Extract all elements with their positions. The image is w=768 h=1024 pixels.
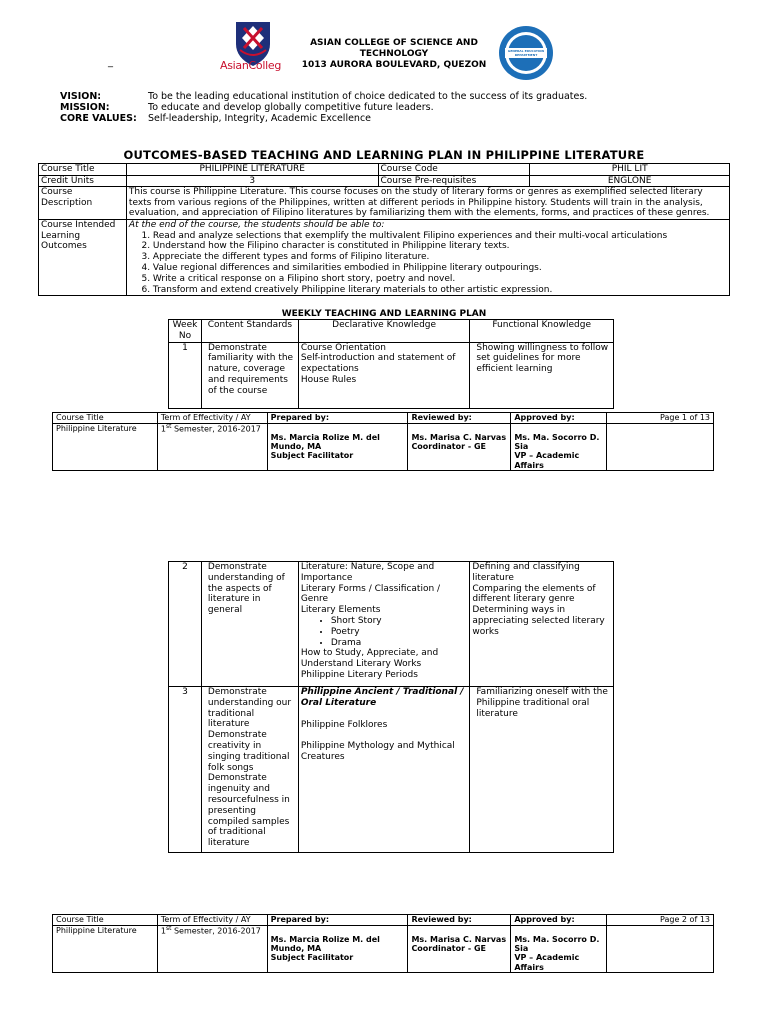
- topic: Philippine Mythology and Mythical Creatures: [300, 741, 455, 763]
- learning-outcomes-label: Course Intended Learning Outcomes: [39, 220, 127, 296]
- footer-approved: [511, 424, 607, 471]
- ge-seal-text: GENERAL EDUCATION DEPARTMENT: [507, 49, 545, 57]
- weekly-plan-table-page1: [168, 319, 614, 409]
- topic: How to Study, Appreciate, and Understand Literary Works: [300, 648, 439, 670]
- topic: Literary Forms / Classification / Genre: [300, 583, 441, 605]
- term-text: Semester, 2016-2017: [173, 424, 261, 434]
- list-item: 2. Understand how the Filipino character is constituted in Philippine literary texts.: [153, 241, 727, 252]
- footer-prepared-label: Prepared by:: [267, 413, 408, 424]
- college-header: [300, 38, 488, 70]
- list-item: 5. Write a critical response on a Filipino short story, poetry and novel.: [153, 274, 727, 285]
- page-footer-2: [52, 914, 714, 973]
- mission-text: To educate and develop globally competitive future leaders.: [148, 102, 434, 113]
- standard: Demonstrate creativity in singing traditional folk songs: [207, 730, 290, 773]
- learning-outcomes-cell: [126, 220, 729, 296]
- course-title-label: Course Title: [39, 164, 127, 176]
- footer-course-title-label: Course Title: [53, 413, 158, 424]
- page-number: Page 1 of 13: [607, 413, 714, 424]
- prepared-role: Subject Facilitator: [270, 451, 354, 461]
- skill: Determining ways in appreciating selected literary works: [472, 605, 605, 637]
- table-row: [169, 342, 614, 408]
- prepared-name: Ms. Marcia Rolize M. del Mundo, MA: [270, 935, 380, 954]
- college-address: 1013 AURORA BOULEVARD, QUEZON: [301, 59, 487, 70]
- topic: Philippine Literary Periods: [300, 669, 418, 680]
- footer-empty-cell: [607, 926, 714, 973]
- footer-course-title-label: Course Title: [53, 915, 158, 926]
- declarative-knowledge: [298, 562, 470, 687]
- prerequisites-label: Course Pre-requisites: [378, 175, 530, 187]
- footer-prepared: [267, 926, 408, 973]
- table-row: [169, 562, 614, 687]
- topic: House Rules: [300, 374, 357, 385]
- prerequisites-value: ENGLONE: [530, 175, 730, 187]
- approved-name: Ms. Ma. Socorro D. Sia: [514, 935, 600, 954]
- credit-units-label: Credit Units: [39, 175, 127, 187]
- footer-course-title: Philippine Literature: [53, 424, 158, 471]
- credit-units-row: [39, 175, 730, 187]
- college-logo: [218, 20, 288, 76]
- footer-approved-label: Approved by:: [511, 413, 607, 424]
- footer-reviewed: [408, 926, 511, 973]
- term-text: Semester, 2016-2017: [173, 926, 261, 936]
- list-item: 1. Read and analyze selections that exemplify the multivalent Filipino experiences and their multi-vocal articulations: [153, 231, 727, 242]
- weekly-plan-table-page2: [168, 561, 614, 853]
- prepared-name: Ms. Marcia Rolize M. del Mundo, MA: [270, 433, 380, 452]
- topic: Literature: Nature, Scope and Importance: [300, 562, 435, 583]
- week-no-header: Week No: [169, 320, 202, 343]
- functional-knowledge-header: Functional Knowledge: [470, 320, 614, 343]
- vision-label: VISION:: [60, 91, 102, 102]
- mission-label: MISSION:: [60, 102, 110, 113]
- course-title-row: [39, 164, 730, 176]
- list-item: • Short Story: [331, 616, 468, 627]
- course-code-label: Course Code: [378, 164, 530, 176]
- footer-term-label: Term of Effectivity / AY: [157, 915, 267, 926]
- skill: Defining and classifying literature: [472, 562, 580, 583]
- footer-value-row: [53, 424, 714, 471]
- content-standard: Demonstrate familiarity with the nature, coverage and requirements of the course: [201, 342, 298, 408]
- content-standards-header: Content Standards: [201, 320, 298, 343]
- reviewed-name: Ms. Marisa C. Narvas: [411, 433, 507, 442]
- footer-empty-cell: [607, 424, 714, 471]
- ge-department-seal: [497, 24, 555, 82]
- footer-reviewed-label: Reviewed by:: [408, 915, 511, 926]
- vision-text: To be the leading educational institution of choice dedicated to the success of its graduates.: [148, 91, 588, 102]
- core-values-row: [60, 114, 587, 125]
- footer-term: [157, 926, 267, 973]
- list-item: 3. Appreciate the different types and forms of Filipino literature.: [153, 252, 727, 263]
- learning-outcomes-list: [129, 231, 727, 296]
- topic: Course Orientation: [300, 342, 386, 353]
- college-name: ASIAN COLLEGE OF SCIENCE AND TECHNOLOGY: [310, 38, 478, 59]
- declarative-knowledge: [298, 342, 470, 408]
- core-values-text: Self-leadership, Integrity, Academic Excellence: [148, 113, 372, 124]
- footer-reviewed: [408, 424, 511, 471]
- declarative-knowledge: [298, 687, 470, 853]
- topic: Self-introduction and statement of expectations: [300, 353, 456, 375]
- functional-knowledge: [470, 562, 614, 687]
- week-number: 3: [169, 687, 202, 853]
- list-item: 6. Transform and extend creatively Philippine literary materials to other artistic expression.: [153, 285, 727, 296]
- footer-approved-label: Approved by:: [511, 915, 607, 926]
- document-title: OUTCOMES-BASED TEACHING AND LEARNING PLAN IN PHILIPPINE LITERATURE: [123, 148, 645, 162]
- week-number: 2: [169, 562, 202, 687]
- approved-role: VP – Academic Affairs: [514, 451, 580, 470]
- topic: Literary Elements: [300, 605, 381, 616]
- content-standard: Demonstrate understanding of the aspects of literature in general: [201, 562, 298, 687]
- footer-approved: [511, 926, 607, 973]
- footer-course-title: Philippine Literature: [53, 926, 158, 973]
- footer-header-row: [53, 915, 714, 926]
- footer-prepared-label: Prepared by:: [267, 915, 408, 926]
- footer-term: [157, 424, 267, 471]
- learning-outcomes-intro: At the end of the course, the students should be able to:: [128, 220, 385, 231]
- footer-value-row: [53, 926, 714, 973]
- week-number: 1: [169, 342, 202, 408]
- course-description-row: [39, 187, 730, 220]
- table-header-row: [169, 320, 614, 343]
- footer-header-row: [53, 413, 714, 424]
- table-row: [169, 687, 614, 853]
- header-dash: _: [108, 57, 113, 68]
- weekly-plan-title: WEEKLY TEACHING AND LEARNING PLAN: [281, 309, 487, 319]
- functional-knowledge: Showing willingness to follow set guidelines for more efficient learning: [470, 342, 614, 408]
- page-number: Page 2 of 13: [607, 915, 714, 926]
- college-logo-text: AsianColleg: [220, 59, 281, 72]
- page-footer-1: [52, 412, 714, 471]
- list-item: • Poetry: [331, 627, 468, 638]
- skill: Comparing the elements of different literary genre: [472, 583, 596, 605]
- credit-units-value: 3: [126, 175, 378, 187]
- learning-outcomes-row: [39, 220, 730, 296]
- reviewed-role: Coordinator - GE: [411, 442, 486, 452]
- approved-name: Ms. Ma. Socorro D. Sia: [514, 433, 600, 452]
- declarative-knowledge-header: Declarative Knowledge: [298, 320, 470, 343]
- prepared-role: Subject Facilitator: [270, 953, 354, 963]
- content-standard: [201, 687, 298, 853]
- course-code-value: PHIL LIT: [530, 164, 730, 176]
- list-item: • Drama: [331, 638, 468, 649]
- standard: Demonstrate understanding our traditional literature: [207, 687, 292, 730]
- term-ordinal-suffix: st: [165, 925, 172, 932]
- reviewed-role: Coordinator - GE: [411, 944, 486, 954]
- course-title-value: PHILIPPINE LITERATURE: [126, 164, 378, 176]
- course-description-label: Course Description: [39, 187, 127, 220]
- course-info-table: [38, 163, 730, 296]
- standard: Demonstrate ingenuity and resourcefulness in presenting compiled samples of traditional literature: [207, 773, 290, 849]
- term-ordinal: 1: [160, 424, 166, 434]
- literary-elements-list: [301, 616, 468, 648]
- functional-knowledge: Familiarizing oneself with the Philippine traditional oral literature: [470, 687, 614, 853]
- term-ordinal: 1: [160, 926, 166, 936]
- topic-heading: Philippine Ancient / Traditional / Oral Literature: [300, 687, 464, 708]
- footer-term-label: Term of Effectivity / AY: [157, 413, 267, 424]
- approved-role: VP – Academic Affairs: [514, 953, 580, 972]
- footer-reviewed-label: Reviewed by:: [408, 413, 511, 424]
- reviewed-name: Ms. Marisa C. Narvas: [411, 935, 507, 944]
- topic: Philippine Folklores: [300, 719, 388, 730]
- course-description-text: This course is Philippine Literature. This course focuses on the study of literary forms or genres as exemplified selected literary texts from various regions of the Philippines, written at different periods in Philippine history. Students will train in the analysis, evaluation, and appreciation of Filipino literatures by familiarizing them with the elements, forms, and practices of these genres.: [126, 187, 729, 220]
- footer-prepared: [267, 424, 408, 471]
- term-ordinal-suffix: st: [165, 423, 172, 430]
- core-values-label: CORE VALUES:: [60, 113, 137, 124]
- list-item: 4. Value regional differences and similarities embodied in Philippine literary outpourings.: [153, 263, 727, 274]
- institution-statements: [60, 92, 587, 125]
